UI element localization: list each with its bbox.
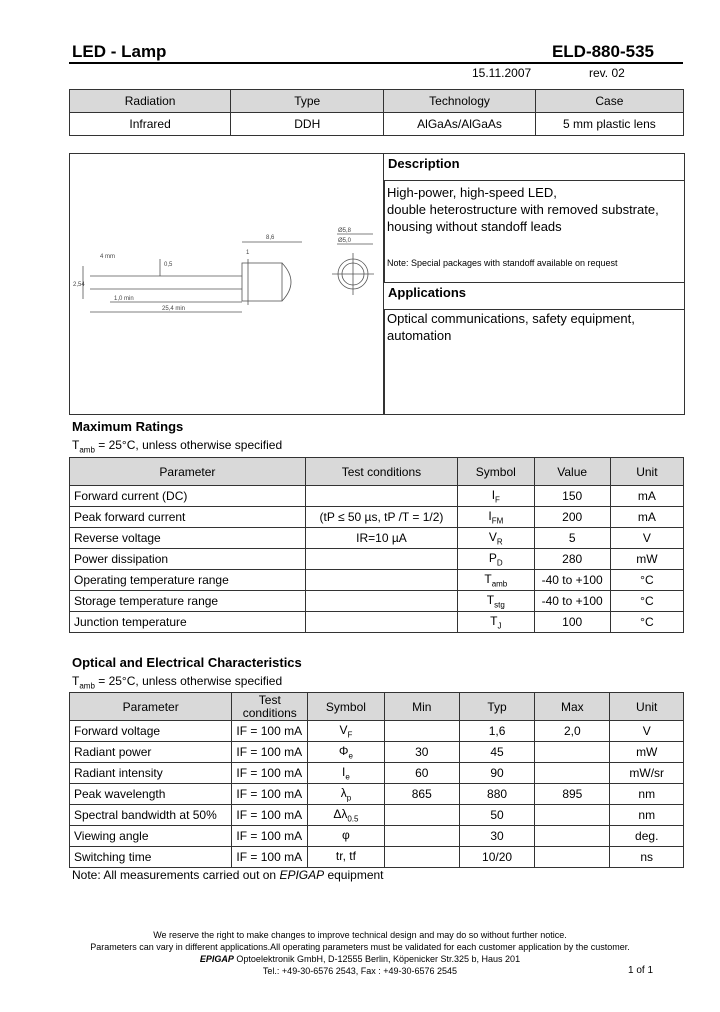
page-title-left: LED - Lamp: [72, 42, 167, 61]
min-cell: [384, 847, 459, 868]
condition-cell: [305, 549, 457, 570]
column-header: Test conditions: [232, 693, 308, 721]
dim-label: 8,6: [266, 235, 275, 241]
symbol-cell: $V_F$: [308, 721, 385, 742]
package-drawing: [70, 154, 384, 414]
symbol-cell: $\Phi_e$: [308, 742, 385, 763]
symbol-cell: tr, tf: [308, 847, 385, 868]
max-cell: 895: [535, 784, 610, 805]
header-rule: [69, 62, 683, 64]
dim-label: Ø5,0: [338, 238, 352, 244]
column-header: Min: [384, 693, 459, 721]
value-cell: -40 to +100: [534, 570, 610, 591]
summary-value: DDH: [231, 113, 384, 136]
symbol-cell: $\Delta\lambda_{0.5}$: [308, 805, 385, 826]
min-cell: [384, 721, 459, 742]
parameter-cell: Switching time: [70, 847, 232, 868]
min-cell: [384, 826, 459, 847]
symbol-cell: $I_F$: [458, 486, 534, 507]
summary-header: Technology: [384, 90, 536, 113]
symbol-cell: $I_e$: [308, 763, 385, 784]
description-line: double heterostructure with removed substrate,: [387, 202, 659, 217]
table-row: [70, 612, 684, 633]
condition-cell: IF = 100 mA: [232, 805, 308, 826]
summary-header: Case: [535, 90, 683, 113]
table-row: [70, 847, 684, 868]
symbol-cell: $T_{amb}$: [458, 570, 534, 591]
summary-value: AlGaAs/AlGaAs: [384, 113, 536, 136]
max-cell: 2,0: [535, 721, 610, 742]
unit-cell: nm: [610, 805, 684, 826]
unit-cell: deg.: [610, 826, 684, 847]
max-cell: [535, 763, 610, 784]
max-cell: [535, 742, 610, 763]
dim-label: 25,4 min: [162, 306, 186, 312]
table-row: [70, 763, 684, 784]
parameter-cell: Power dissipation: [70, 549, 306, 570]
value-cell: -40 to +100: [534, 591, 610, 612]
summary-table: [69, 89, 684, 136]
value-cell: 280: [534, 549, 610, 570]
column-header: Symbol: [458, 458, 534, 486]
condition-cell: [305, 612, 457, 633]
description-line: High-power, high-speed LED,: [387, 185, 557, 200]
parameter-cell: Radiant power: [70, 742, 232, 763]
column-header: Parameter: [70, 458, 306, 486]
part-number: ELD-880-535: [551, 42, 654, 61]
table-row: [70, 784, 684, 805]
max-ratings-condition: $T_{amb} = 25^\circ C$, unless otherwise specified: [72, 438, 283, 455]
dim-label: 2,54: [73, 282, 85, 288]
description-note: Note: Special packages with standoff available on request: [387, 258, 618, 268]
parameter-cell: Reverse voltage: [70, 528, 306, 549]
condition-cell: [305, 570, 457, 591]
applications-line: Optical communications, safety equipment,: [387, 311, 635, 326]
table-row: [70, 721, 684, 742]
unit-cell: mW/sr: [610, 763, 684, 784]
value-cell: 150: [534, 486, 610, 507]
measurement-note: Note: All measurements carried out on EPIGAP equipment: [72, 868, 384, 882]
condition-cell: [305, 591, 457, 612]
condition-cell: IF = 100 mA: [232, 721, 308, 742]
max-cell: [535, 805, 610, 826]
applications-heading: Applications: [384, 282, 684, 310]
parameter-cell: Radiant intensity: [70, 763, 232, 784]
value-cell: 100: [534, 612, 610, 633]
typ-cell: 1,6: [459, 721, 534, 742]
condition-cell: IR=10 µA: [305, 528, 457, 549]
column-header: Typ: [459, 693, 534, 721]
parameter-cell: Operating temperature range: [70, 570, 306, 591]
footer-address: EPIGAP Optoelektronik GmbH, D-12555 Berlin, Köpenicker Str.325 b, Haus 201: [199, 954, 521, 964]
symbol-cell: $P_D$: [458, 549, 534, 570]
optical-condition: $T_{amb} = 25^\circ C$, unless otherwise specified: [72, 674, 283, 691]
unit-cell: V: [610, 721, 684, 742]
dim-label: 4 mm: [100, 254, 115, 260]
optical-table: [69, 692, 684, 868]
table-row: [70, 805, 684, 826]
condition-cell: IF = 100 mA: [232, 784, 308, 805]
unit-cell: mW: [610, 549, 683, 570]
unit-cell: °C: [610, 570, 683, 591]
parameter-cell: Storage temperature range: [70, 591, 306, 612]
parameter-cell: Viewing angle: [70, 826, 232, 847]
min-cell: [384, 805, 459, 826]
page-number: 1 of 1: [628, 965, 654, 976]
column-header: Unit: [610, 693, 684, 721]
symbol-cell: $V_R$: [458, 528, 534, 549]
parameter-cell: Peak forward current: [70, 507, 306, 528]
applications-line: automation: [387, 328, 452, 343]
column-header: Value: [534, 458, 610, 486]
value-cell: 200: [534, 507, 610, 528]
unit-cell: mW: [610, 742, 684, 763]
max-cell: [535, 826, 610, 847]
condition-cell: IF = 100 mA: [232, 826, 308, 847]
typ-cell: 880: [459, 784, 534, 805]
description-box: [383, 153, 685, 415]
unit-cell: mA: [610, 507, 683, 528]
footer-contact: Tel.: +49-30-6576 2543, Fax : +49-30-6576 2545: [262, 966, 458, 976]
package-drawing-box: [69, 153, 385, 415]
table-row: [70, 486, 684, 507]
table-row: [70, 570, 684, 591]
table-row: [70, 826, 684, 847]
column-header: Symbol: [308, 693, 385, 721]
max-cell: [535, 847, 610, 868]
symbol-cell: φ: [308, 826, 385, 847]
dim-label: Ø5,8: [338, 228, 352, 234]
unit-cell: V: [610, 528, 683, 549]
condition-cell: IF = 100 mA: [232, 763, 308, 784]
description-line: housing without standoff leads: [387, 219, 562, 234]
column-header: Test conditions: [305, 458, 457, 486]
footer-disclaimer: We reserve the right to make changes to improve technical design and may do so without further notice.: [153, 930, 567, 940]
parameter-cell: Forward voltage: [70, 721, 232, 742]
unit-cell: °C: [610, 591, 683, 612]
column-header: Unit: [610, 458, 683, 486]
condition-cell: IF = 100 mA: [232, 847, 308, 868]
doc-date: 15.11.2007: [472, 66, 532, 80]
doc-revision: rev. 02: [589, 66, 625, 80]
column-header: Max: [535, 693, 610, 721]
table-row: [70, 742, 684, 763]
typ-cell: 45: [459, 742, 534, 763]
min-cell: 865: [384, 784, 459, 805]
value-cell: 5: [534, 528, 610, 549]
footer-validation: Parameters can vary in different applications.All operating parameters must be validated for each customer application by the customer.: [90, 942, 630, 952]
dim-label: 1: [246, 250, 250, 256]
summary-header: Radiation: [70, 90, 231, 113]
condition-cell: IF = 100 mA: [232, 742, 308, 763]
typ-cell: 90: [459, 763, 534, 784]
optical-heading: Optical and Electrical Characteristics: [72, 655, 302, 670]
symbol-cell: $T_J$: [458, 612, 534, 633]
symbol-cell: $T_{stg}$: [458, 591, 534, 612]
condition-cell: [305, 486, 457, 507]
table-row: [70, 507, 684, 528]
symbol-cell: $\lambda_p$: [308, 784, 385, 805]
typ-cell: 50: [459, 805, 534, 826]
parameter-cell: Spectral bandwidth at 50%: [70, 805, 232, 826]
min-cell: 30: [384, 742, 459, 763]
summary-header: Type: [231, 90, 384, 113]
description-heading: Description: [384, 154, 684, 181]
min-cell: 60: [384, 763, 459, 784]
unit-cell: °C: [610, 612, 683, 633]
symbol-cell: $I_{FM}$: [458, 507, 534, 528]
max-ratings-table: [69, 457, 684, 633]
typ-cell: 30: [459, 826, 534, 847]
column-header: Parameter: [70, 693, 232, 721]
condition-cell: (tP ≤ 50 µs, tP /T = 1/2): [305, 507, 457, 528]
parameter-cell: Forward current (DC): [70, 486, 306, 507]
table-row: [70, 591, 684, 612]
typ-cell: 10/20: [459, 847, 534, 868]
parameter-cell: Peak wavelength: [70, 784, 232, 805]
summary-value: 5 mm plastic lens: [535, 113, 683, 136]
summary-value: Infrared: [70, 113, 231, 136]
table-row: [70, 549, 684, 570]
unit-cell: nm: [610, 784, 684, 805]
max-ratings-heading: Maximum Ratings: [72, 419, 184, 434]
table-row: [70, 528, 684, 549]
parameter-cell: Junction temperature: [70, 612, 306, 633]
dim-label: 0,5: [164, 262, 173, 268]
unit-cell: ns: [610, 847, 684, 868]
dim-label: 1,0 min: [114, 296, 134, 302]
unit-cell: mA: [610, 486, 683, 507]
